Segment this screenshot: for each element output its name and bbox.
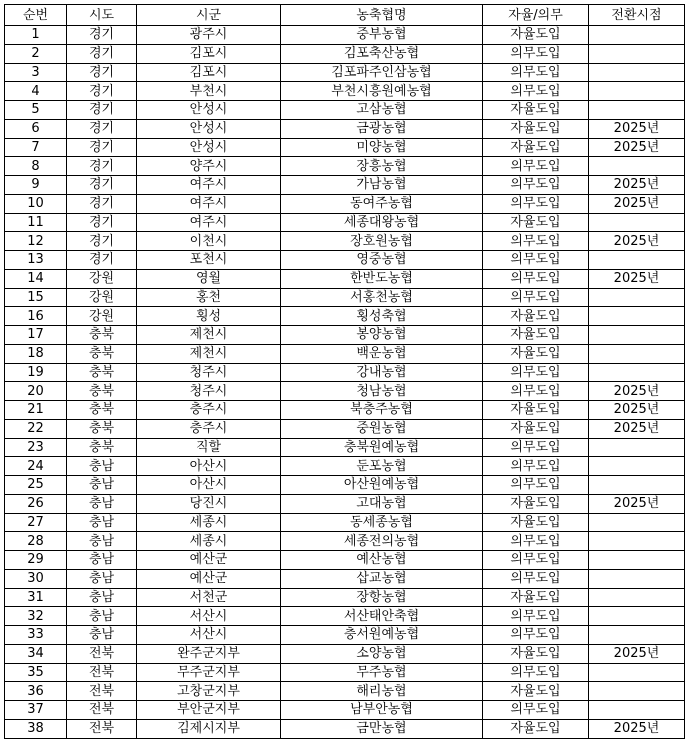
cell-transition-time: 2025년 [589, 269, 685, 288]
header-adoption-type: 자율/의무 [483, 5, 589, 26]
cell-transition-time [589, 701, 685, 720]
cell-city: 안성시 [137, 138, 281, 157]
cell-adoption-type: 의무도입 [483, 157, 589, 176]
cell-transition-time [589, 551, 685, 570]
header-city: 시군 [137, 5, 281, 26]
cell-adoption-type: 의무도입 [483, 476, 589, 495]
cell-adoption-type: 의무도입 [483, 438, 589, 457]
table-row [5, 101, 685, 120]
cell-number: 13 [5, 251, 67, 270]
cell-transition-time [589, 532, 685, 551]
table-row [5, 26, 685, 45]
table-row [5, 326, 685, 345]
cell-cooperative: 김포파주인삼농협 [281, 63, 483, 82]
cell-transition-time [589, 251, 685, 270]
cell-cooperative: 미양농협 [281, 138, 483, 157]
cell-adoption-type: 자율도입 [483, 307, 589, 326]
cell-cooperative: 동여주농협 [281, 194, 483, 213]
cell-cooperative: 금광농협 [281, 119, 483, 138]
cell-number: 9 [5, 176, 67, 195]
cell-province: 충남 [67, 551, 137, 570]
cell-province: 강원 [67, 269, 137, 288]
cell-adoption-type: 자율도입 [483, 213, 589, 232]
header-cooperative: 농축협명 [281, 5, 483, 26]
cell-province: 경기 [67, 119, 137, 138]
table-row [5, 626, 685, 645]
cell-city: 여주시 [137, 213, 281, 232]
cell-city: 충주시 [137, 401, 281, 420]
cell-transition-time: 2025년 [589, 194, 685, 213]
cell-number: 17 [5, 326, 67, 345]
cell-cooperative: 세종전의농협 [281, 532, 483, 551]
cell-province: 경기 [67, 232, 137, 251]
cell-number: 24 [5, 457, 67, 476]
cell-adoption-type: 의무도입 [483, 569, 589, 588]
cell-cooperative: 금만농협 [281, 719, 483, 738]
table-row [5, 551, 685, 570]
cell-number: 33 [5, 626, 67, 645]
cell-number: 27 [5, 513, 67, 532]
cell-city: 홍천 [137, 288, 281, 307]
cell-province: 충남 [67, 626, 137, 645]
cell-number: 10 [5, 194, 67, 213]
cell-city: 안성시 [137, 119, 281, 138]
cell-number: 22 [5, 419, 67, 438]
table-row [5, 157, 685, 176]
cell-province: 충북 [67, 438, 137, 457]
table-row [5, 138, 685, 157]
cell-province: 충남 [67, 532, 137, 551]
cell-number: 14 [5, 269, 67, 288]
cell-transition-time [589, 438, 685, 457]
cell-transition-time [589, 82, 685, 101]
table-row [5, 382, 685, 401]
table-row [5, 513, 685, 532]
cell-transition-time [589, 476, 685, 495]
cell-cooperative: 백운농협 [281, 344, 483, 363]
cell-transition-time: 2025년 [589, 419, 685, 438]
cell-adoption-type: 의무도입 [483, 63, 589, 82]
cell-city: 예산군 [137, 551, 281, 570]
cell-transition-time: 2025년 [589, 401, 685, 420]
cell-city: 이천시 [137, 232, 281, 251]
cell-transition-time [589, 626, 685, 645]
cell-province: 충북 [67, 326, 137, 345]
cell-cooperative: 세종대왕농협 [281, 213, 483, 232]
cell-cooperative: 장호원농협 [281, 232, 483, 251]
cell-province: 충북 [67, 382, 137, 401]
cell-city: 아산시 [137, 457, 281, 476]
cell-number: 2 [5, 44, 67, 63]
cell-city: 서산시 [137, 607, 281, 626]
table-row [5, 363, 685, 382]
cell-transition-time [589, 307, 685, 326]
cell-transition-time [589, 363, 685, 382]
header-province: 시도 [67, 5, 137, 26]
cell-number: 34 [5, 644, 67, 663]
table-row [5, 194, 685, 213]
table-row [5, 494, 685, 513]
table-row [5, 401, 685, 420]
table-row [5, 176, 685, 195]
cell-transition-time: 2025년 [589, 119, 685, 138]
table-row [5, 82, 685, 101]
cell-cooperative: 북충주농협 [281, 401, 483, 420]
cell-number: 35 [5, 663, 67, 682]
cell-number: 19 [5, 363, 67, 382]
cell-province: 충남 [67, 588, 137, 607]
cell-number: 5 [5, 101, 67, 120]
cell-transition-time [589, 288, 685, 307]
table-row [5, 719, 685, 738]
cell-adoption-type: 자율도입 [483, 101, 589, 120]
cell-transition-time [589, 44, 685, 63]
cell-cooperative: 가남농협 [281, 176, 483, 195]
cell-transition-time [589, 588, 685, 607]
cell-transition-time: 2025년 [589, 382, 685, 401]
cell-transition-time: 2025년 [589, 644, 685, 663]
cell-cooperative: 동세종농협 [281, 513, 483, 532]
cell-city: 포천시 [137, 251, 281, 270]
cell-city: 부안군지부 [137, 701, 281, 720]
cell-city: 서산시 [137, 626, 281, 645]
cell-adoption-type: 자율도입 [483, 344, 589, 363]
cell-transition-time: 2025년 [589, 138, 685, 157]
cell-city: 광주시 [137, 26, 281, 45]
cell-adoption-type: 자율도입 [483, 26, 589, 45]
cell-province: 충남 [67, 494, 137, 513]
cell-cooperative: 무주농협 [281, 663, 483, 682]
cell-cooperative: 남부안농협 [281, 701, 483, 720]
cell-province: 경기 [67, 26, 137, 45]
table-row [5, 682, 685, 701]
table-row [5, 569, 685, 588]
cell-city: 직할 [137, 438, 281, 457]
cell-cooperative: 한반도농협 [281, 269, 483, 288]
cell-adoption-type: 자율도입 [483, 588, 589, 607]
cell-city: 제천시 [137, 344, 281, 363]
cell-adoption-type: 의무도입 [483, 382, 589, 401]
cell-city: 김포시 [137, 63, 281, 82]
cell-adoption-type: 의무도입 [483, 663, 589, 682]
cell-number: 18 [5, 344, 67, 363]
cell-transition-time [589, 213, 685, 232]
cell-province: 충남 [67, 513, 137, 532]
cell-province: 충남 [67, 476, 137, 495]
cell-adoption-type: 의무도입 [483, 82, 589, 101]
cell-adoption-type: 자율도입 [483, 682, 589, 701]
cell-number: 4 [5, 82, 67, 101]
cell-number: 6 [5, 119, 67, 138]
cell-number: 28 [5, 532, 67, 551]
cell-adoption-type: 자율도입 [483, 644, 589, 663]
cell-cooperative: 김포축산농협 [281, 44, 483, 63]
cell-city: 김제시지부 [137, 719, 281, 738]
cell-cooperative: 예산농협 [281, 551, 483, 570]
cell-adoption-type: 자율도입 [483, 513, 589, 532]
cell-cooperative: 아산원예농협 [281, 476, 483, 495]
cell-adoption-type: 의무도입 [483, 626, 589, 645]
cell-adoption-type: 의무도입 [483, 194, 589, 213]
cell-province: 전북 [67, 644, 137, 663]
cell-province: 충북 [67, 419, 137, 438]
cell-number: 11 [5, 213, 67, 232]
cell-transition-time: 2025년 [589, 494, 685, 513]
cell-adoption-type: 의무도입 [483, 701, 589, 720]
header-row [5, 5, 685, 26]
cell-number: 12 [5, 232, 67, 251]
table-row [5, 644, 685, 663]
cell-city: 세종시 [137, 513, 281, 532]
table-row [5, 269, 685, 288]
cell-adoption-type: 의무도입 [483, 551, 589, 570]
cell-transition-time [589, 513, 685, 532]
table-row [5, 476, 685, 495]
table-row [5, 232, 685, 251]
cell-province: 충남 [67, 569, 137, 588]
cell-number: 25 [5, 476, 67, 495]
cell-cooperative: 서홍천농협 [281, 288, 483, 307]
cell-number: 38 [5, 719, 67, 738]
table-row [5, 607, 685, 626]
table-row [5, 119, 685, 138]
cell-cooperative: 중부농협 [281, 26, 483, 45]
cell-province: 강원 [67, 307, 137, 326]
cell-province: 경기 [67, 138, 137, 157]
cell-province: 충북 [67, 401, 137, 420]
cell-province: 충남 [67, 457, 137, 476]
cell-cooperative: 해리농협 [281, 682, 483, 701]
cell-transition-time [589, 344, 685, 363]
cell-city: 고창군지부 [137, 682, 281, 701]
cell-city: 서천군 [137, 588, 281, 607]
cell-city: 당진시 [137, 494, 281, 513]
cell-transition-time [589, 63, 685, 82]
cell-cooperative: 영중농협 [281, 251, 483, 270]
cell-number: 30 [5, 569, 67, 588]
cell-province: 경기 [67, 251, 137, 270]
cell-city: 여주시 [137, 194, 281, 213]
cell-transition-time [589, 607, 685, 626]
cell-province: 전북 [67, 701, 137, 720]
table-body [5, 26, 685, 739]
cell-adoption-type: 의무도입 [483, 232, 589, 251]
cell-cooperative: 장흥농협 [281, 157, 483, 176]
cell-province: 강원 [67, 288, 137, 307]
cell-cooperative: 충북원예농협 [281, 438, 483, 457]
cell-adoption-type: 의무도입 [483, 457, 589, 476]
cell-city: 여주시 [137, 176, 281, 195]
cell-adoption-type: 자율도입 [483, 419, 589, 438]
cell-city: 김포시 [137, 44, 281, 63]
cell-number: 26 [5, 494, 67, 513]
table-row [5, 63, 685, 82]
cell-cooperative: 장항농협 [281, 588, 483, 607]
cell-number: 29 [5, 551, 67, 570]
table-row [5, 251, 685, 270]
table-row [5, 457, 685, 476]
cell-province: 충북 [67, 363, 137, 382]
table-row [5, 532, 685, 551]
cell-province: 경기 [67, 194, 137, 213]
cell-city: 예산군 [137, 569, 281, 588]
cell-cooperative: 삽교농협 [281, 569, 483, 588]
cell-cooperative: 횡성축협 [281, 307, 483, 326]
cell-transition-time [589, 101, 685, 120]
cell-cooperative: 부천시흥원예농협 [281, 82, 483, 101]
cell-city: 부천시 [137, 82, 281, 101]
cell-number: 31 [5, 588, 67, 607]
cell-transition-time [589, 682, 685, 701]
cell-cooperative: 서산태안축협 [281, 607, 483, 626]
table-row [5, 307, 685, 326]
table-row [5, 419, 685, 438]
cell-adoption-type: 자율도입 [483, 494, 589, 513]
cell-province: 경기 [67, 82, 137, 101]
cell-transition-time: 2025년 [589, 176, 685, 195]
cell-cooperative: 고대농협 [281, 494, 483, 513]
cell-cooperative: 중원농협 [281, 419, 483, 438]
cell-province: 전북 [67, 682, 137, 701]
cell-adoption-type: 의무도입 [483, 44, 589, 63]
cell-transition-time [589, 569, 685, 588]
header-transition-time: 전환시점 [589, 5, 685, 26]
cell-city: 충주시 [137, 419, 281, 438]
cell-city: 횡성 [137, 307, 281, 326]
cell-cooperative: 소양농협 [281, 644, 483, 663]
cell-adoption-type: 자율도입 [483, 326, 589, 345]
cell-number: 16 [5, 307, 67, 326]
cell-province: 경기 [67, 44, 137, 63]
cell-city: 세종시 [137, 532, 281, 551]
cell-transition-time [589, 457, 685, 476]
cell-city: 무주군지부 [137, 663, 281, 682]
cell-number: 36 [5, 682, 67, 701]
cell-number: 21 [5, 401, 67, 420]
cooperative-table [4, 4, 685, 739]
cell-adoption-type: 의무도입 [483, 251, 589, 270]
cell-adoption-type: 자율도입 [483, 719, 589, 738]
cell-cooperative: 둔포농협 [281, 457, 483, 476]
cell-cooperative: 청남농협 [281, 382, 483, 401]
cell-adoption-type: 의무도입 [483, 288, 589, 307]
cell-transition-time [589, 157, 685, 176]
cell-adoption-type: 의무도입 [483, 607, 589, 626]
cell-number: 1 [5, 26, 67, 45]
cell-city: 제천시 [137, 326, 281, 345]
cell-transition-time: 2025년 [589, 719, 685, 738]
cell-city: 청주시 [137, 363, 281, 382]
table-row [5, 701, 685, 720]
cell-city: 아산시 [137, 476, 281, 495]
table-row [5, 663, 685, 682]
cell-province: 경기 [67, 176, 137, 195]
cell-adoption-type: 의무도입 [483, 176, 589, 195]
cell-number: 15 [5, 288, 67, 307]
table-row [5, 44, 685, 63]
cell-city: 양주시 [137, 157, 281, 176]
cell-province: 경기 [67, 101, 137, 120]
cell-province: 경기 [67, 157, 137, 176]
cell-number: 20 [5, 382, 67, 401]
table-row [5, 288, 685, 307]
table-row [5, 344, 685, 363]
cell-cooperative: 봉양농협 [281, 326, 483, 345]
cell-cooperative: 충서원예농협 [281, 626, 483, 645]
cell-province: 경기 [67, 213, 137, 232]
cell-adoption-type: 의무도입 [483, 532, 589, 551]
cell-province: 전북 [67, 663, 137, 682]
cell-number: 37 [5, 701, 67, 720]
cell-adoption-type: 자율도입 [483, 401, 589, 420]
cell-number: 8 [5, 157, 67, 176]
table-row [5, 438, 685, 457]
cell-city: 안성시 [137, 101, 281, 120]
table-row [5, 588, 685, 607]
cell-transition-time [589, 326, 685, 345]
cell-province: 경기 [67, 63, 137, 82]
cell-city: 완주군지부 [137, 644, 281, 663]
cell-number: 23 [5, 438, 67, 457]
cell-province: 전북 [67, 719, 137, 738]
cell-number: 3 [5, 63, 67, 82]
header-number: 순번 [5, 5, 67, 26]
cell-province: 충남 [67, 607, 137, 626]
cell-adoption-type: 자율도입 [483, 119, 589, 138]
cell-transition-time [589, 663, 685, 682]
cell-adoption-type: 자율도입 [483, 138, 589, 157]
cell-number: 7 [5, 138, 67, 157]
cell-number: 32 [5, 607, 67, 626]
cell-cooperative: 강내농협 [281, 363, 483, 382]
cell-city: 청주시 [137, 382, 281, 401]
cell-province: 충북 [67, 344, 137, 363]
cell-transition-time: 2025년 [589, 232, 685, 251]
cell-cooperative: 고삼농협 [281, 101, 483, 120]
cell-city: 영월 [137, 269, 281, 288]
table-row [5, 213, 685, 232]
cell-transition-time [589, 26, 685, 45]
cell-adoption-type: 의무도입 [483, 363, 589, 382]
cell-adoption-type: 의무도입 [483, 269, 589, 288]
